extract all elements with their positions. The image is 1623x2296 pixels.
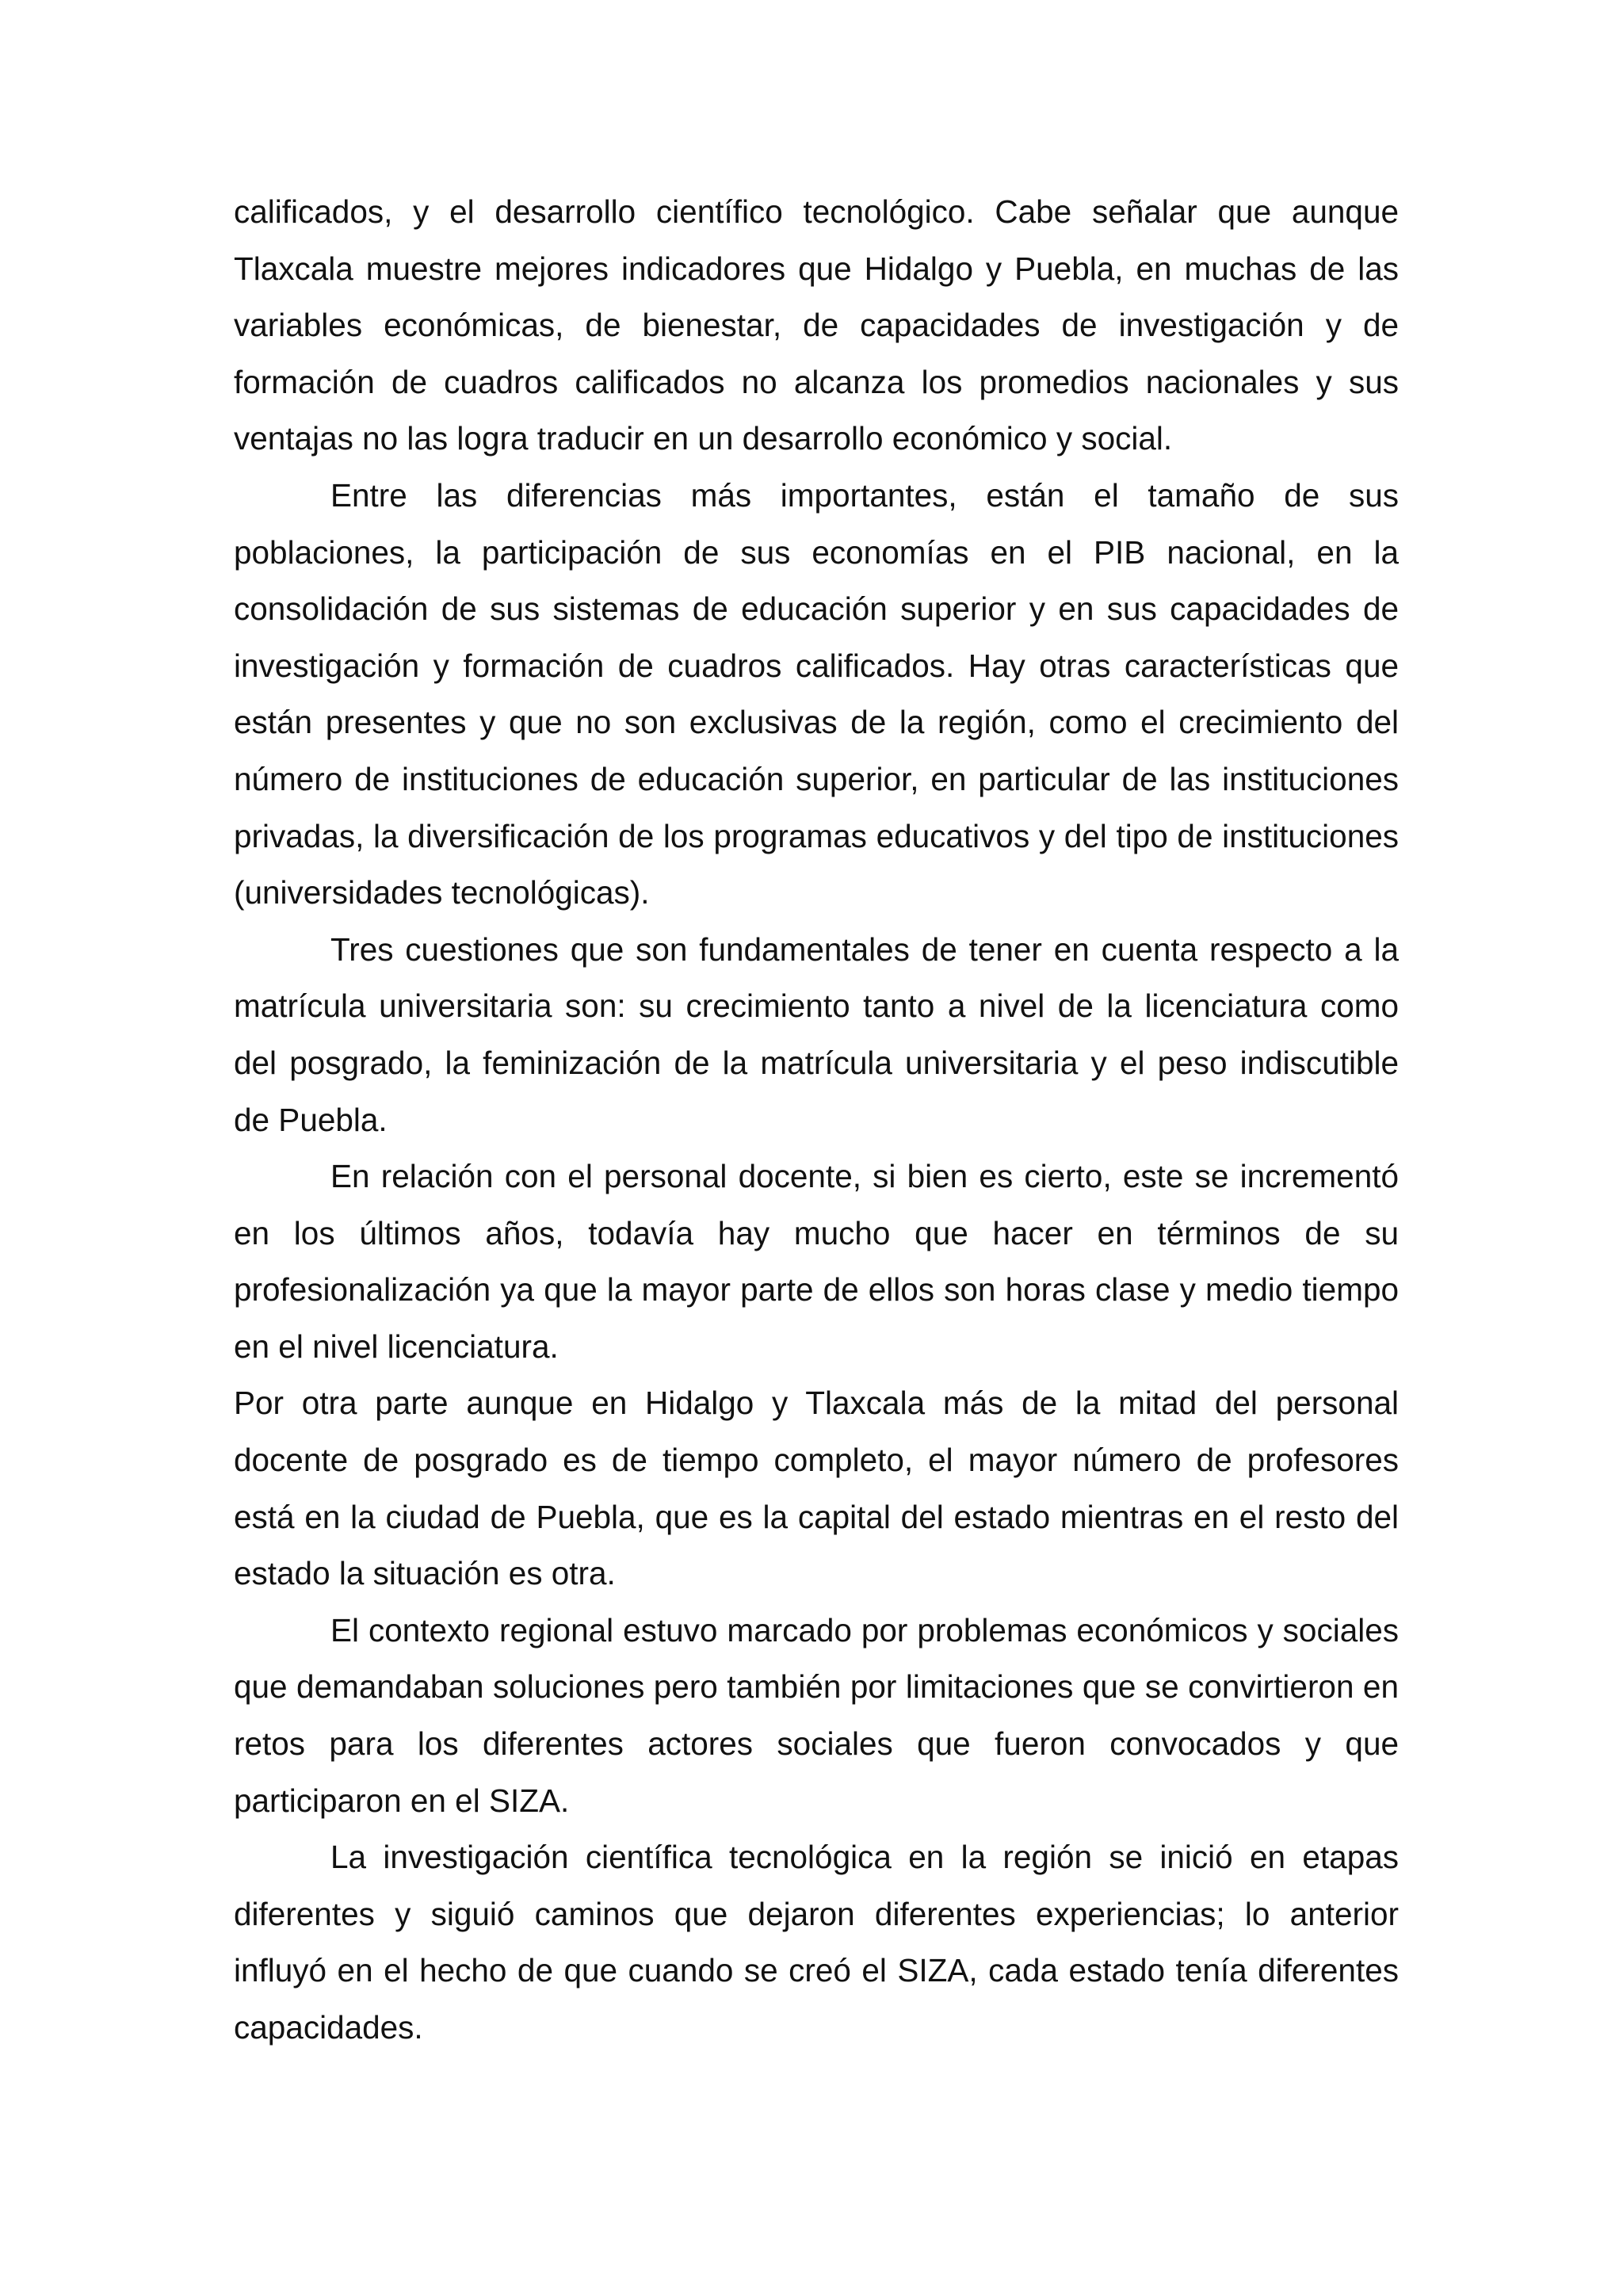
body-text: [234, 184, 1399, 2057]
paragraph-4: En relación con el personal docente, si bien es cierto, este se incrementó en los últimos años, todavía hay mucho que hacer en términos de su profesionalización ya que la mayor parte de ellos son horas clase y medio tiempo en el nivel licenciatura.: [234, 1158, 1399, 1365]
paragraph-1: calificados, y el desarrollo científico tecnológico. Cabe señalar que aunque Tlaxcala muestre mejores indicadores que Hidalgo y Puebla, en muchas de las variables económicas, de bienestar, de capacidades de investigación y de formación de cuadros calificados no alcanza los promedios nacionales y sus ventajas no las logra traducir en un desarrollo económico y social.: [234, 193, 1399, 457]
paragraph-2: Entre las diferencias más importantes, están el tamaño de sus poblaciones, la participación de sus economías en el PIB nacional, en la consolidación de sus sistemas de educación superior y en sus capacidades de investigación y formación de cuadros calificados. Hay otras características que están presentes y que no son exclusivas de la región, como el crecimiento del número de instituciones de educación superior, en particular de las instituciones privadas, la diversificación de los programas educativos y del tipo de instituciones (universidades tecnológicas).: [234, 476, 1399, 911]
paragraph-7: La investigación científica tecnológica en la región se inició en etapas diferentes y siguió caminos que dejaron diferentes experiencias; lo anterior influyó en el hecho de que cuando se creó el SIZA, cada estado tenía diferentes capacidades.: [234, 1839, 1399, 2046]
paragraph-5: Por otra parte aunque en Hidalgo y Tlaxcala más de la mitad del personal docente de posgrado es de tiempo completo, el mayor número de profesores está en la ciudad de Puebla, que es la capital del estado mientras en el resto del estado la situación es otra.: [234, 1385, 1399, 1592]
paragraph-3: Tres cuestiones que son fundamentales de tener en cuenta respecto a la matrícula universitaria son: su crecimiento tanto a nivel de la licenciatura como del posgrado, la feminización de la matrícula universitaria y el peso indiscutible de Puebla.: [234, 930, 1399, 1138]
paragraph-6: El contexto regional estuvo marcado por problemas económicos y sociales que demandaban soluciones pero también por limitaciones que se convirtieron en retos para los diferentes actores sociales que fueron convocados y que participaron en el SIZA.: [234, 1611, 1399, 1819]
